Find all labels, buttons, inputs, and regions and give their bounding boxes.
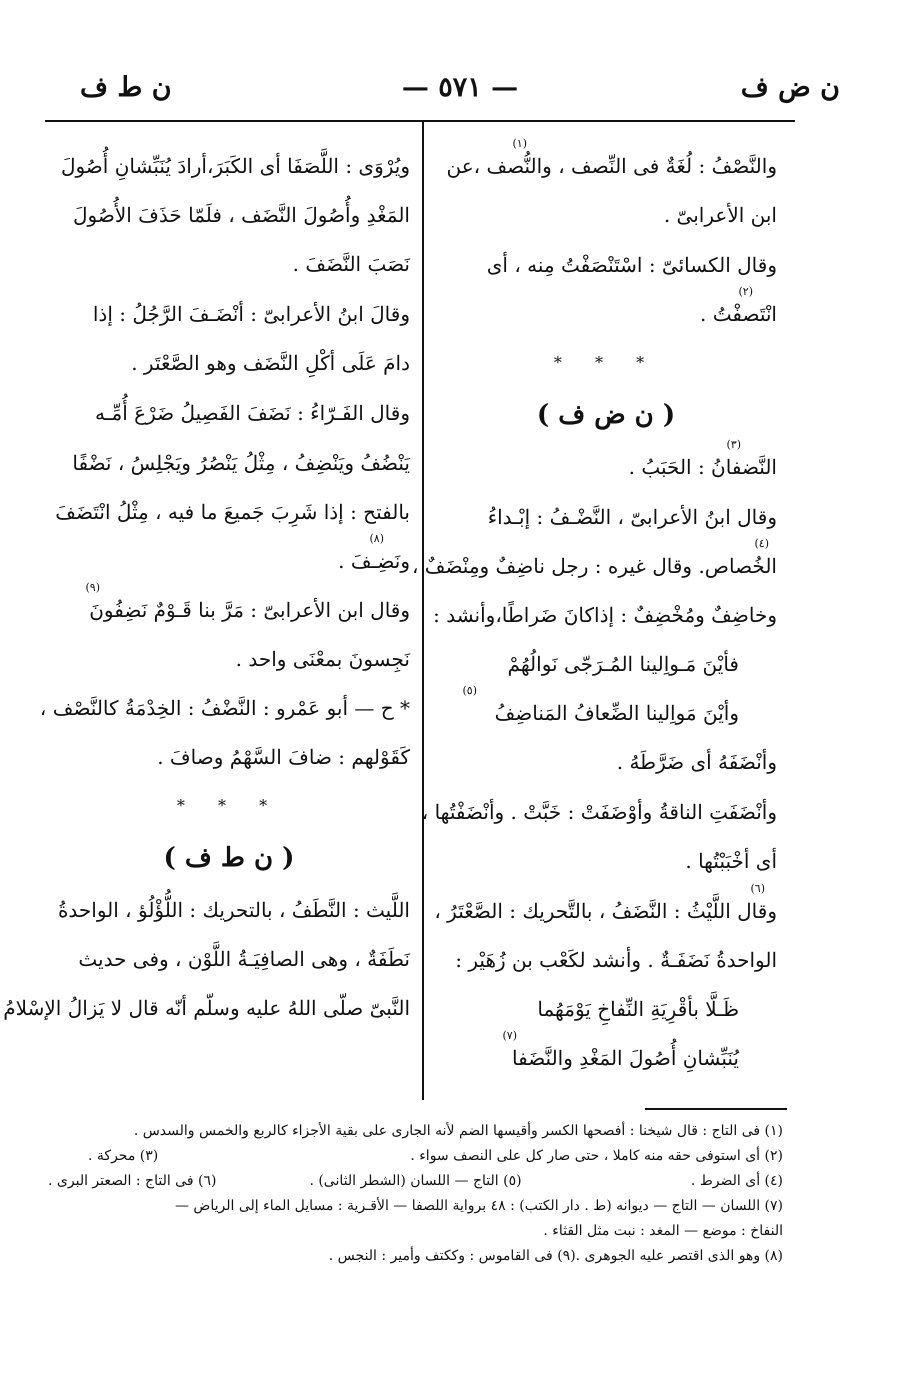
line-text: المَغْدِ وأُصُولَ النَّضَف ، فلَمّا حَذَفَ الأُصُولَ (73, 203, 410, 227)
line-text: كَقَوْلهم : ضافَ السَّهْمُ وصافَ . (157, 745, 410, 769)
right-separator (435, 333, 777, 373)
footnote-rule (645, 1108, 787, 1110)
line-text: النَّبىّ صلّى اللهُ عليه وسلّم أنّه قال لا يَزالُ الإسْلامُ (3, 996, 410, 1020)
right-text-line (435, 437, 777, 477)
footnote-row-4 (48, 1172, 783, 1190)
footnote-marker: (٦) (750, 882, 765, 895)
left-text-line (48, 727, 410, 767)
line-text: الواحدةُ نَضَفَـةٌ . وأنشد لكَعْب بن زُهَيْر : (455, 948, 777, 972)
line-text: ويُرْوَى : اللَّصَفَا أى الكَبَرَ،أرادَ يُنَبِّشانِ أُصُولَ (60, 154, 410, 178)
line-text: انْتَصفْتُ . (700, 302, 777, 326)
footnote-8: (٨) وهو الذى اقتصر عليه الجوهرى . (575, 1248, 783, 1264)
line-text: النَّضفانُ : الحَبَبُ . (628, 455, 777, 479)
right-text-line (435, 732, 777, 772)
footnote-1: (١) فى التاج : قال شيخنا : أفصحها الكسر وأقيسها الضم لأنه الجارى على بقية الأجزاء كالربع والخمس والسدس . (133, 1123, 783, 1139)
footnote-7-cont: النفاخ : موضع — المغد : نبت مثل القثاء . (543, 1223, 783, 1239)
line-text: * * * (176, 796, 282, 815)
left-text-line (39, 678, 410, 720)
running-head-right: ن ض ف (740, 72, 840, 103)
line-text: أى أخْبَبْتُها . (685, 849, 777, 873)
right-column (411, 136, 777, 1077)
footnote-marker: (٥) (462, 684, 477, 697)
line-text: ابن الأعرابىّ . (663, 203, 777, 227)
footnote-marker: (٧) (502, 1029, 517, 1042)
footnote-row-8 (48, 1247, 783, 1265)
line-text: وأنْضَفَتِ الناقةُ وأوْضَفَتْ : خَبَّتْ . وأنْضَفْتُها ، (421, 800, 777, 824)
right-text-line (435, 284, 777, 324)
footnote-marker: (٣) (726, 438, 741, 451)
line-text: وقال الفَـرّاءُ : نَضَفَ الفَصِيلُ ضَرْعَ أُمِّـه (94, 401, 410, 425)
right-verse-line (435, 1028, 777, 1068)
line-text: وخاضِفٌ ومُخْضِفٌ : إذاكانَ ضَراطًا،وأنشد : (433, 603, 777, 627)
footnote-2: (٢) أى استوفى حقه منه كاملا ، حتى صار كل على النصف سواء . (410, 1148, 783, 1164)
right-text-line (435, 487, 777, 527)
line-text: ظَـلَّا بأقْرِيَةِ النِّفاخِ يَوْمَهُما (537, 997, 739, 1021)
line-text: يَنْضُفُ ويَنْضِفُ ، مِثْلُ يَنْصُرُ ويَجْلِسُ ، نَضْفًا (72, 451, 410, 475)
right-text-line (421, 782, 777, 824)
right-text-line (435, 585, 777, 625)
line-text: وأيْنَ مَواِلينا الضِّعافُ المَناضِفُ (494, 701, 739, 725)
left-column (3, 136, 410, 1027)
line-text: ( ن ط ف ) (163, 843, 295, 873)
right-text-line (411, 536, 777, 578)
footnote-marker: (٨) (369, 532, 384, 545)
footnote-4: (٤) أى الضرط . (690, 1173, 783, 1189)
footnote-9: (٩) فى القاموس : وككتف وأمير : النجس . (328, 1248, 576, 1264)
left-text-line (48, 531, 410, 571)
right-text-line (435, 235, 777, 275)
line-text: وقال الكسائىّ : اسْتَنْصَفْتُ مِنه ، أى (486, 253, 777, 277)
footnote-marker: (٤) (754, 537, 769, 550)
line-text: يُنَبِّشانِ أُصُولَ المَغْدِ والنَّضَفا (512, 1046, 739, 1070)
left-text-line (48, 880, 410, 920)
right-entry-heading (435, 382, 777, 428)
left-text-line (48, 136, 410, 176)
left-entry-heading (48, 825, 410, 871)
line-text: وأنْضَفَهُ أى ضَرَّطَهُ . (616, 750, 777, 774)
line-text: الخُصاص. وقال غيره : رجل ناضِفٌ ومِنْضَفٌ ، (411, 554, 777, 578)
line-text: وقال ابن الأعرابىّ : مَرَّ بنا قَـوْمٌ نَضِفُونَ (89, 598, 410, 622)
right-text-line (435, 831, 777, 871)
left-text-line (48, 929, 410, 969)
left-text-line (48, 629, 410, 669)
right-verse-line (435, 634, 777, 674)
left-text-line (48, 433, 410, 473)
left-text-line (48, 333, 410, 373)
footnote-marker: (١) (512, 137, 527, 150)
line-text: وقال ابنُ الأعرابىّ ، النَّضْـفُ : إبْـداءُ (487, 505, 777, 529)
footnote-6: (٦) فى التاج : الصعتر البرى . (48, 1173, 217, 1189)
footnote-row-2 (48, 1147, 783, 1165)
left-text-line (48, 234, 410, 274)
right-verse-line (435, 979, 777, 1019)
footnote-marker: (٢) (738, 285, 753, 298)
line-text: والنَّصْفُ : لُغَةٌ فى النِّصف ، والنُّصف ،عن (446, 154, 777, 178)
running-head-left: ن ط ف (80, 72, 172, 103)
line-text: * ح — أبو عَمْرو : النَّضْفُ : الخِدْمَةُ كالنَّصْف ، (39, 696, 410, 720)
line-text: نَجِسونَ بمعْنَى واحد . (235, 647, 410, 671)
line-text: نَصَبَ النَّضَفَ . (292, 252, 410, 276)
line-text: فأيْنَ مَـواِلينا المُـرَجّى نَوالُهُمْ (507, 652, 739, 676)
line-text: نَطَفَةٌ ، وهى الصافِيَـةُ اللَّوْن ، وفى حديث (78, 947, 410, 971)
page-header (80, 72, 840, 116)
line-text: اللَّيث : النَّطَفُ ، بالتحريك : اللُّؤْلُؤ ، الواحدةُ (57, 898, 410, 922)
line-text: ونَضِـفَ . (338, 549, 410, 573)
footnote-marker: (٩) (85, 581, 100, 594)
column-divider (422, 122, 424, 1100)
line-text: بالفتح : إذا شَرِبَ جَميعَ ما فيه ، مِثْلُ انْتَضَفَ (55, 500, 410, 524)
left-text-line (3, 978, 410, 1020)
line-text: وقالَ ابنُ الأعرابىّ : أنْضَـفَ الرَّجُلُ : إذا (92, 302, 410, 326)
footnotes (48, 1122, 783, 1272)
page-number: — ٥٧١ — (401, 72, 519, 103)
right-text-line (435, 930, 777, 970)
left-text-line (48, 482, 410, 522)
right-text-line (435, 881, 777, 921)
line-text: دامَ عَلَى أكْلِ النَّضَف وهو الصَّعْتَر . (131, 351, 410, 375)
header-rule (45, 120, 795, 122)
left-text-line (48, 580, 410, 620)
left-text-line (48, 383, 410, 423)
right-verse-line (435, 683, 777, 723)
line-text: * * * (553, 353, 659, 372)
line-text: وقال اللَّيْثُ : النَّضَفُ ، بالتَّحريك : الصَّعْتَرُ ، (434, 899, 777, 923)
left-text-line (48, 185, 410, 225)
line-text: ( ن ض ف ) (536, 400, 676, 430)
footnote-5: (٥) التاج — اللسان (الشطر الثانى) . (309, 1173, 522, 1189)
footnote-7: (٧) اللسان — التاج — ديوانه (ط . دار الكتب) : ٤٨ برواية اللصفا — الأقـرية : مسايل الماء إلى الرياض — (174, 1198, 783, 1214)
footnote-3: (٣) محركة . (88, 1148, 159, 1164)
right-text-line (435, 136, 777, 176)
left-text-line (48, 284, 410, 324)
left-separator (48, 776, 410, 816)
right-text-line (435, 185, 777, 225)
